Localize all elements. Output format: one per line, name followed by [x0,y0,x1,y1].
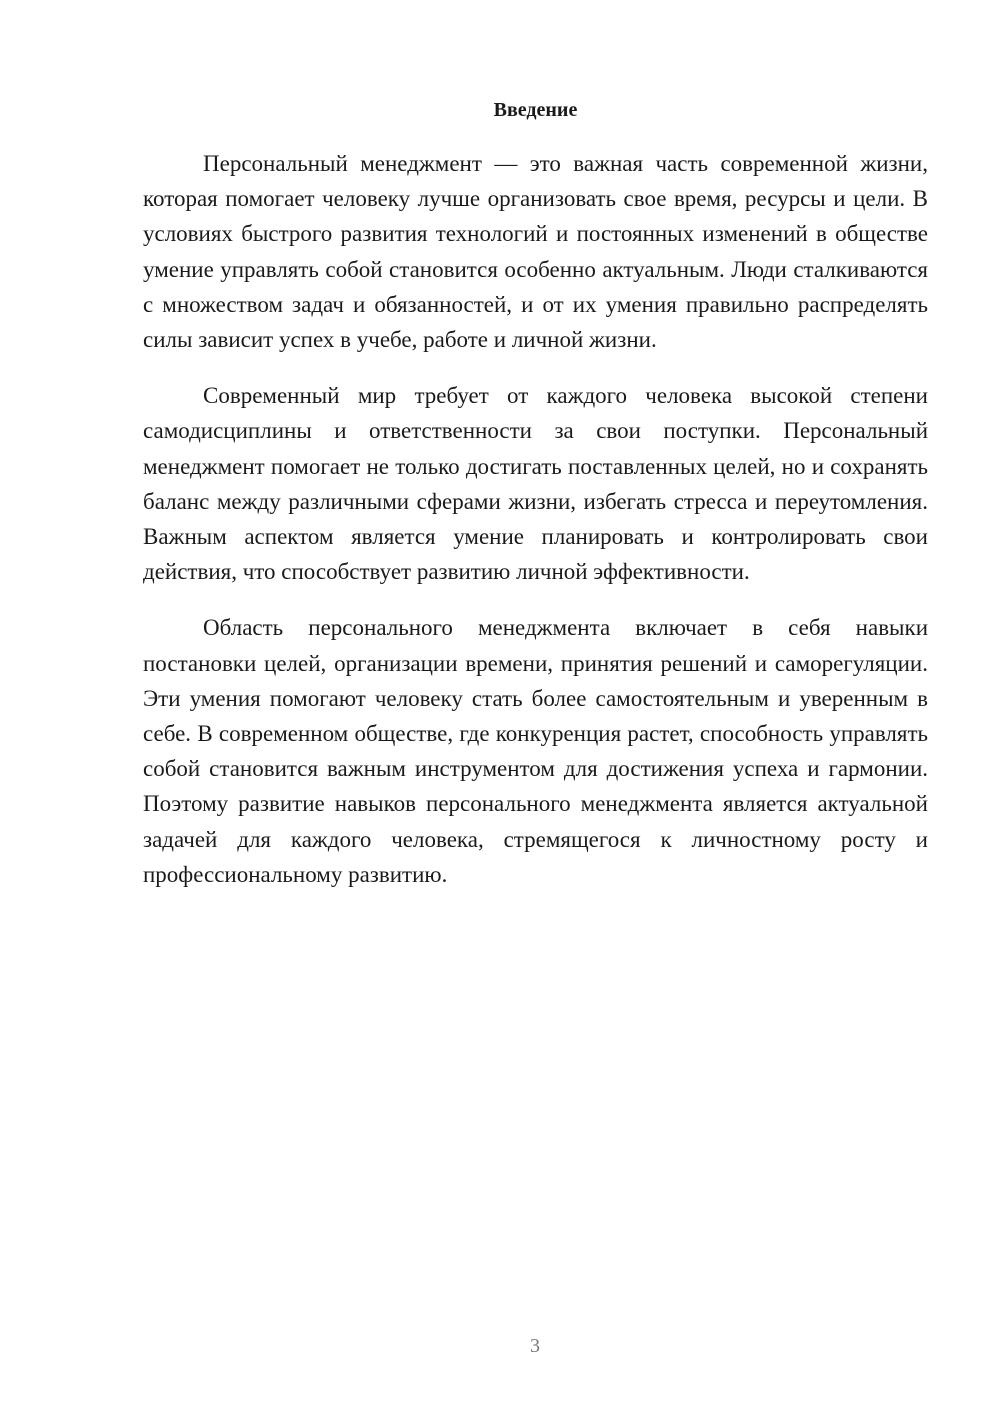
page-content [143,96,928,913]
paragraph-1: Персональный менеджмент — это важная часть современной жизни, которая помогает человеку лучше организовать свое время, ресурсы и цели. В условиях быстрого развития технологий и постоянных изменений в обществе умение управлять собой становится особенно актуальным. Люди сталкиваются с множеством задач и обязанностей, и от их умения правильно распределять силы зависит успех в учебе, работе и личной жизни. [143,151,928,353]
paragraph-3: Область персонального менеджмента включает в себя навыки постановки целей, организации времени, принятия решений и саморегуляции. Эти умения помогают человеку стать более самостоятельным и уверенным в себе. В современном обществе, где конкуренция растет, способность управлять собой становится важным инструментом для достижения успеха и гармонии. Поэтому развитие навыков персонального менеджмента является актуальной задачей для каждого человека, стремящегося к личностному росту и профессиональному развитию. [143,615,928,887]
paragraph-2: Современный мир требует от каждого человека высокой степени самодисциплины и ответственности за свои поступки. Персональный менеджмент помогает не только достигать поставленных целей, но и сохранять баланс между различными сферами жизни, избегать стресса и переутомления. Важным аспектом является умение планировать и контролировать свои действия, что способствует развитию личной эффективности. [143,383,928,585]
page-number: 3 [530,1335,540,1357]
section-heading: Введение [493,99,578,121]
